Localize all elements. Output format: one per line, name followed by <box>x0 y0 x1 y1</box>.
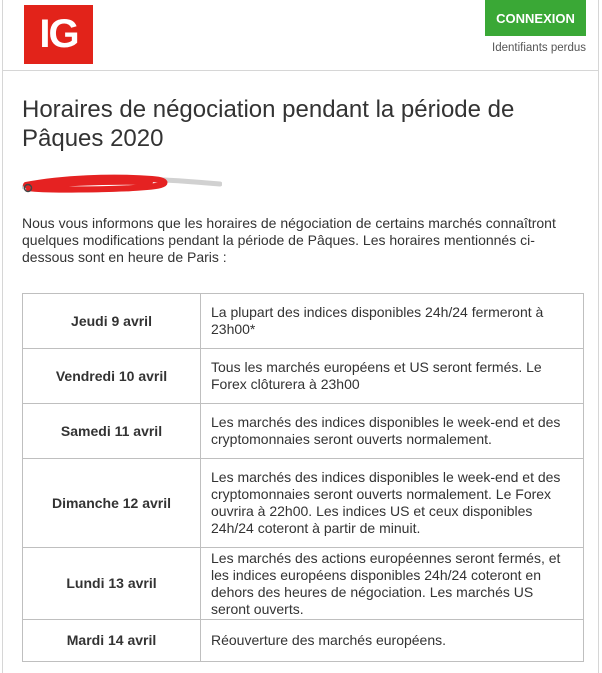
redaction-scribble <box>22 173 222 193</box>
desc-cell: La plupart des indices disponibles 24h/24 fermeront à 23h00* <box>201 294 584 349</box>
ig-logo[interactable]: IG <box>24 5 93 64</box>
desc-cell: Les marchés des indices disponibles le week-end et des cryptomonnaies seront ouverts normalement. Le Forex ouvrira à 22h00. Les indices US et ceux disponibles 24h/24 coteront à partir de minuit. <box>201 459 584 548</box>
page-title: Horaires de négociation pendant la période de Pâques 2020 <box>22 96 515 152</box>
table-row <box>23 294 584 349</box>
table-row <box>23 459 584 548</box>
desc-cell: Tous les marchés européens et US seront fermés. Le Forex clôturera à 23h00 <box>201 349 584 404</box>
header <box>3 0 598 71</box>
day-cell: Dimanche 12 avril <box>23 459 201 548</box>
table-row <box>23 620 584 662</box>
day-cell: Lundi 13 avril <box>23 548 201 620</box>
lost-credentials-link[interactable]: Identifiants perdus <box>492 42 586 54</box>
desc-cell: Les marchés des actions européennes seront fermés, et les indices européens disponibles 24h/24 coteront en dehors des heures de négociation. Les marchés US seront ouverts. <box>201 548 584 620</box>
intro-paragraph: Nous vous informons que les horaires de négociation de certains marchés connaîtront quelques modifications pendant la période de Pâques. Les horaires mentionnés ci-dessous sont en heure de Paris : <box>22 215 556 265</box>
table-row <box>23 349 584 404</box>
table-row <box>23 404 584 459</box>
table-row <box>23 548 584 620</box>
day-cell: Mardi 14 avril <box>23 620 201 662</box>
desc-cell: Réouverture des marchés européens. <box>201 620 584 662</box>
desc-cell: Les marchés des indices disponibles le week-end et des cryptomonnaies seront ouverts normalement. <box>201 404 584 459</box>
connexion-button[interactable]: CONNEXION <box>485 0 586 36</box>
day-cell: Samedi 11 avril <box>23 404 201 459</box>
schedule-table <box>22 293 584 662</box>
day-cell: Vendredi 10 avril <box>23 349 201 404</box>
day-cell: Jeudi 9 avril <box>23 294 201 349</box>
